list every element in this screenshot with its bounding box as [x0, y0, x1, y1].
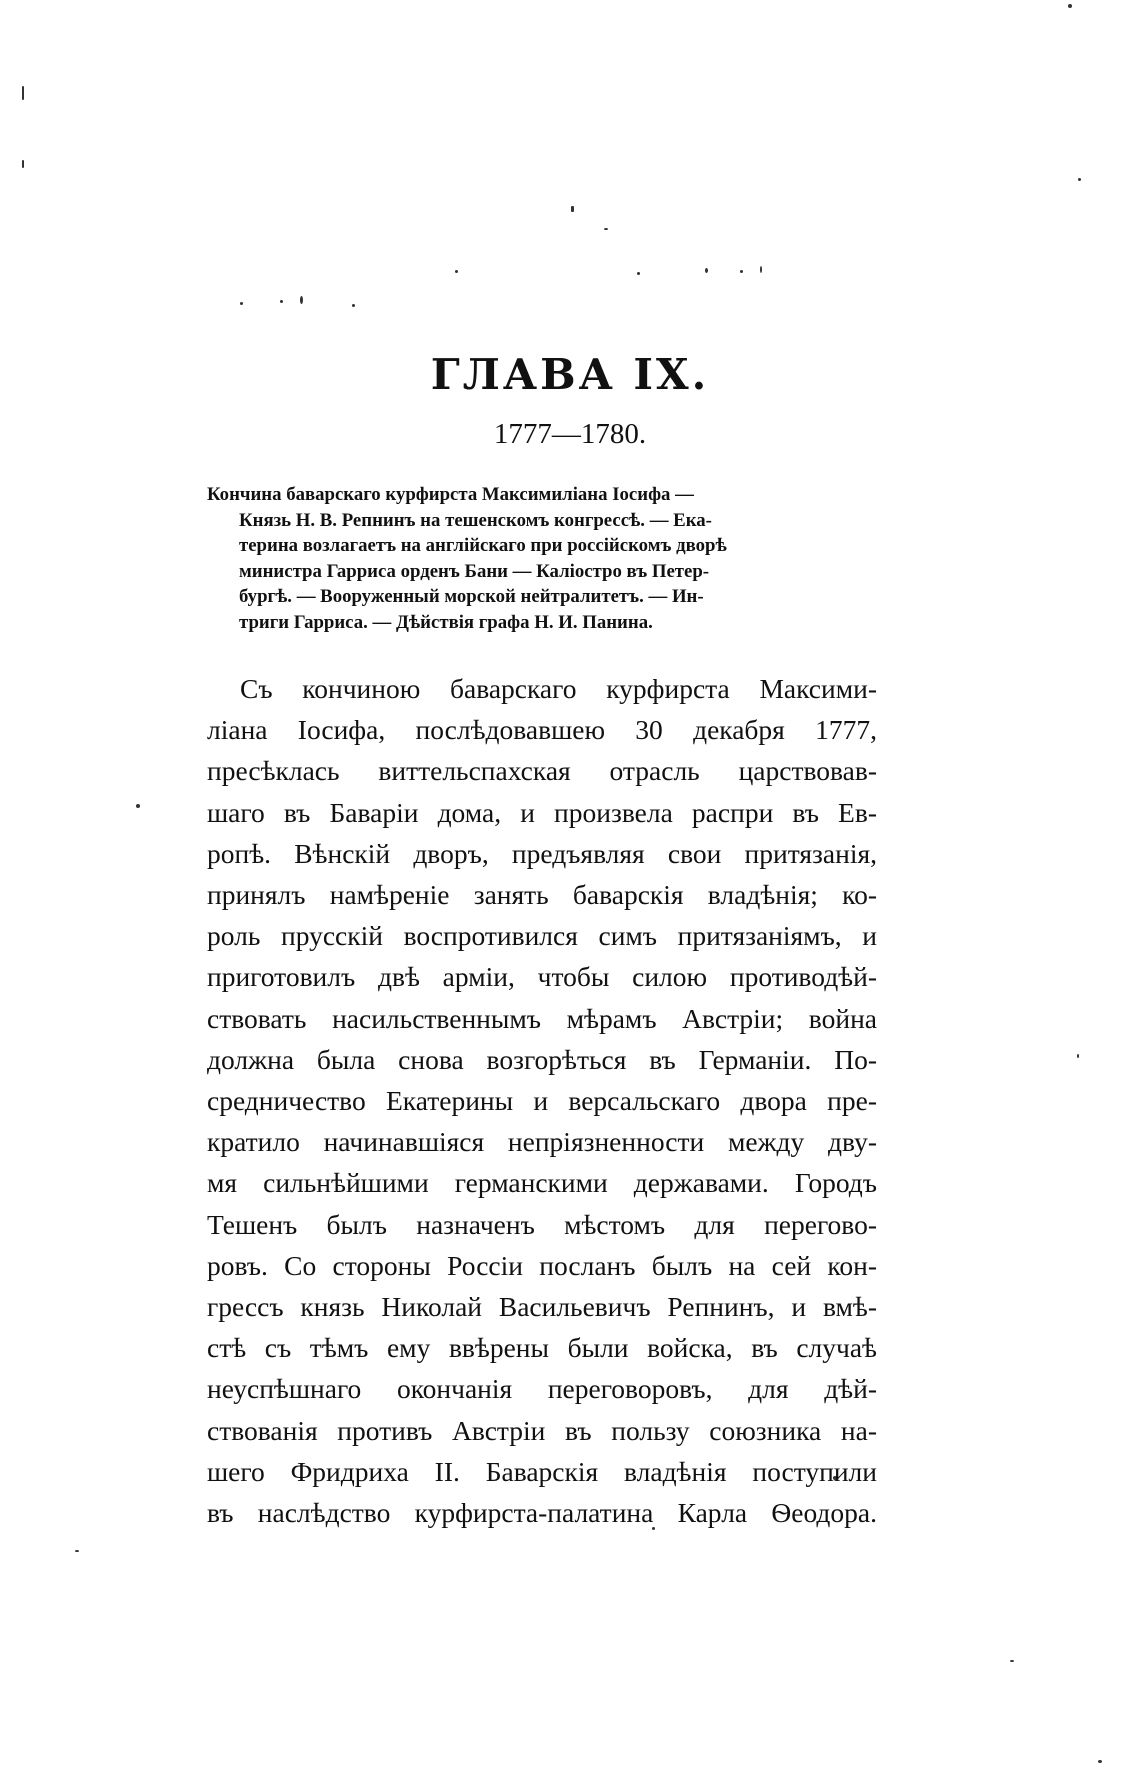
scan-speck: [240, 302, 243, 305]
body-line: ліана Іосифа, послѣдовавшею 30 декабря 1777,: [207, 714, 877, 746]
scan-speck: [637, 272, 640, 275]
summary-line: Князь Н. В. Репнинъ на тешенскомъ конгрессѣ. — Ека-: [239, 509, 712, 531]
scan-speck: [352, 304, 355, 307]
body-line: роль прусскій воспротивился симъ притязаніямъ, и: [207, 920, 877, 952]
scan-speck: [280, 300, 283, 303]
scan-speck: [1078, 178, 1081, 181]
body-line: шаго въ Баваріи дома, и произвела распри въ Ев-: [207, 796, 877, 828]
summary-line: триги Гарриса. — Дѣйствія графа Н. И. Панина.: [239, 611, 653, 633]
body-line: пресѣклась виттельспахская отрасль царствовав-: [207, 755, 877, 787]
scan-speck: [22, 160, 24, 168]
body-line: должна была снова возгорѣться въ Германіи. По-: [207, 1043, 877, 1075]
scan-speck: [1098, 1760, 1102, 1763]
scan-speck: [571, 206, 574, 212]
chapter-years: 1777—1780.: [493, 418, 647, 450]
body-line: стѣ съ тѣмъ ему ввѣрены были войска, въ случаѣ: [207, 1332, 877, 1364]
scan-speck: [22, 86, 24, 100]
body-line: грессъ князь Николай Васильевичъ Репнинъ, и вмѣ-: [207, 1291, 877, 1323]
summary-line: министра Гарриса орденъ Бани — Каліостро въ Петер-: [239, 560, 710, 582]
body-line: Тешенъ былъ назначенъ мѣстомъ для перегово-: [207, 1208, 877, 1240]
scan-speck: [740, 270, 743, 273]
summary-line: терина возлагаетъ на англійскаго при россійскомъ дворѣ: [239, 535, 727, 557]
scan-speck: [1068, 4, 1072, 8]
body-line: средничество Екатерины и версальскаго двора пре-: [207, 1085, 877, 1117]
body-line: ствовать насильственнымъ мѣрамъ Австріи; война: [207, 1002, 877, 1034]
body-line: ропѣ. Вѣнскій дворъ, предъявляя свои притязанія,: [207, 837, 877, 869]
scan-speck: [1010, 1660, 1014, 1662]
body-line: мя сильнѣйшими германскими державами. Городъ: [207, 1167, 877, 1199]
scan-speck: [705, 268, 708, 273]
scan-speck: [760, 266, 762, 273]
chapter-title: ГЛАВА IX.: [430, 350, 710, 399]
scan-speck: [136, 804, 140, 808]
body-line: ровъ. Со стороны Россіи посланъ былъ на сей кон-: [207, 1249, 877, 1281]
body-line: кратило начинавшіяся непріязненности между дву-: [207, 1126, 877, 1158]
body-line: Съ кончиною баварскаго курфирста Максими-: [240, 673, 877, 704]
scan-speck: [75, 1550, 79, 1552]
scan-speck: [300, 296, 303, 304]
body-line: ствованія противъ Австріи въ пользу союзника на-: [207, 1414, 877, 1446]
chapter-summary: [207, 482, 877, 636]
body-line: въ наслѣдство курфирста-палатина Карла Ѳеодора.: [207, 1497, 877, 1529]
body-line: приготовилъ двѣ арміи, чтобы силою противодѣй-: [207, 961, 877, 993]
summary-line: бургѣ. — Вооруженный морской нейтралитетъ. — Ин-: [239, 586, 704, 608]
body-paragraph: [207, 668, 877, 1533]
scan-speck: [604, 228, 608, 230]
summary-line: Кончина баварскаго курфирста Максимиліана Іосифа —: [207, 484, 694, 505]
body-line: принялъ намѣреніе занять баварскія владѣнія; ко-: [207, 879, 877, 911]
scan-speck: [455, 270, 458, 273]
scan-speck: [1077, 1054, 1079, 1058]
body-line: шего Фридриха II. Баварскія владѣнія поступили: [207, 1455, 877, 1487]
body-line: неуспѣшнаго окончанія переговоровъ, для дѣй-: [207, 1373, 877, 1405]
